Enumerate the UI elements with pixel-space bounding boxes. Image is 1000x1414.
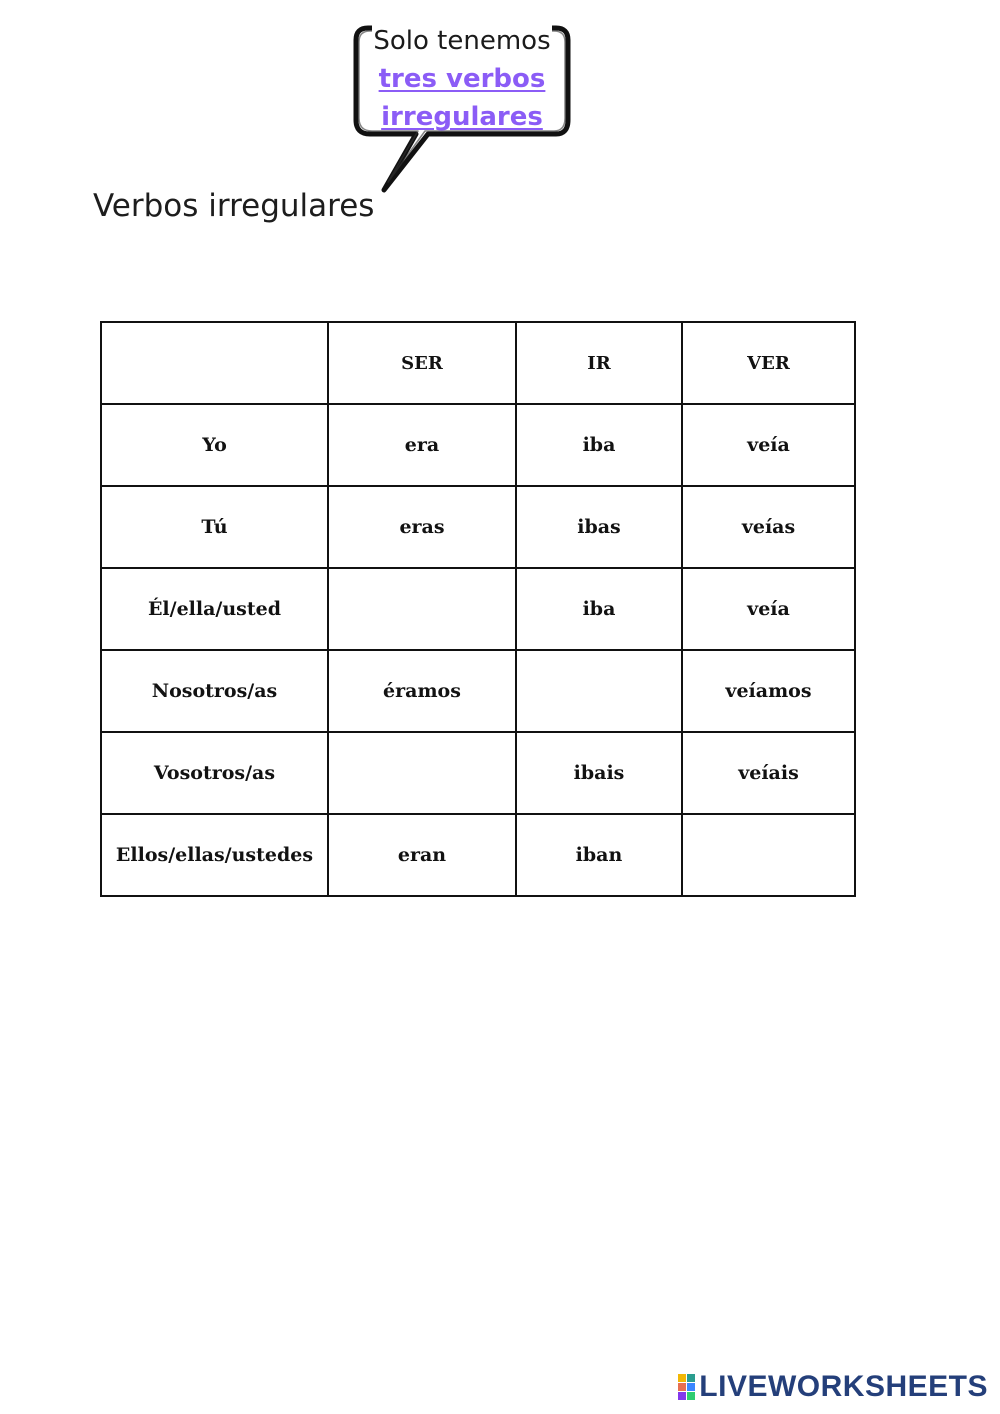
- logo-text: LIVEWORKSHEETS: [699, 1370, 988, 1403]
- table-row: [101, 650, 855, 732]
- ser-cell[interactable]: era: [328, 404, 516, 486]
- header-cell-ser: SER: [328, 322, 516, 404]
- speech-bubble-text: [358, 22, 566, 136]
- conjugation-table: [100, 321, 856, 897]
- ser-cell[interactable]: [328, 568, 516, 650]
- pronoun-cell: Tú: [101, 486, 328, 568]
- ver-cell[interactable]: veíais: [682, 732, 855, 814]
- irregular-verbs-link-line2[interactable]: irregulares: [381, 102, 543, 132]
- ir-cell[interactable]: [516, 650, 682, 732]
- logo-block: [678, 1374, 686, 1382]
- header-cell-pronoun: [101, 322, 328, 404]
- logo-block: [678, 1383, 686, 1391]
- pronoun-cell: Él/ella/usted: [101, 568, 328, 650]
- page-title: Verbos irregulares: [93, 188, 375, 224]
- ir-cell[interactable]: iban: [516, 814, 682, 896]
- irregular-verbs-link[interactable]: tres verbos: [378, 64, 546, 94]
- header-cell-ir: IR: [516, 322, 682, 404]
- ir-cell[interactable]: iba: [516, 404, 682, 486]
- ver-cell[interactable]: veías: [682, 486, 855, 568]
- logo-block: [687, 1383, 695, 1391]
- speech-bubble: [350, 22, 574, 194]
- pronoun-cell: Yo: [101, 404, 328, 486]
- ser-cell[interactable]: eras: [328, 486, 516, 568]
- ver-cell[interactable]: [682, 814, 855, 896]
- pronoun-cell: Vosotros/as: [101, 732, 328, 814]
- table-row: [101, 814, 855, 896]
- ver-cell[interactable]: veía: [682, 404, 855, 486]
- ver-cell[interactable]: veía: [682, 568, 855, 650]
- ir-cell[interactable]: ibas: [516, 486, 682, 568]
- ser-cell[interactable]: éramos: [328, 650, 516, 732]
- pronoun-cell: Ellos/ellas/ustedes: [101, 814, 328, 896]
- liveworksheets-logo[interactable]: [678, 1370, 988, 1404]
- header-cell-ver: VER: [682, 322, 855, 404]
- logo-block: [687, 1374, 695, 1382]
- pronoun-cell: Nosotros/as: [101, 650, 328, 732]
- logo-block: [678, 1392, 686, 1400]
- ver-cell[interactable]: veíamos: [682, 650, 855, 732]
- table-header-row: [101, 322, 855, 404]
- ir-cell[interactable]: iba: [516, 568, 682, 650]
- logo-block: [687, 1392, 695, 1400]
- liveworksheets-logo-icon: [678, 1374, 695, 1400]
- ser-cell[interactable]: eran: [328, 814, 516, 896]
- ir-cell[interactable]: ibais: [516, 732, 682, 814]
- ser-cell[interactable]: [328, 732, 516, 814]
- table-row: [101, 486, 855, 568]
- table-row: [101, 568, 855, 650]
- table-row: [101, 404, 855, 486]
- table-row: [101, 732, 855, 814]
- bubble-intro-text: Solo tenemos: [372, 22, 552, 60]
